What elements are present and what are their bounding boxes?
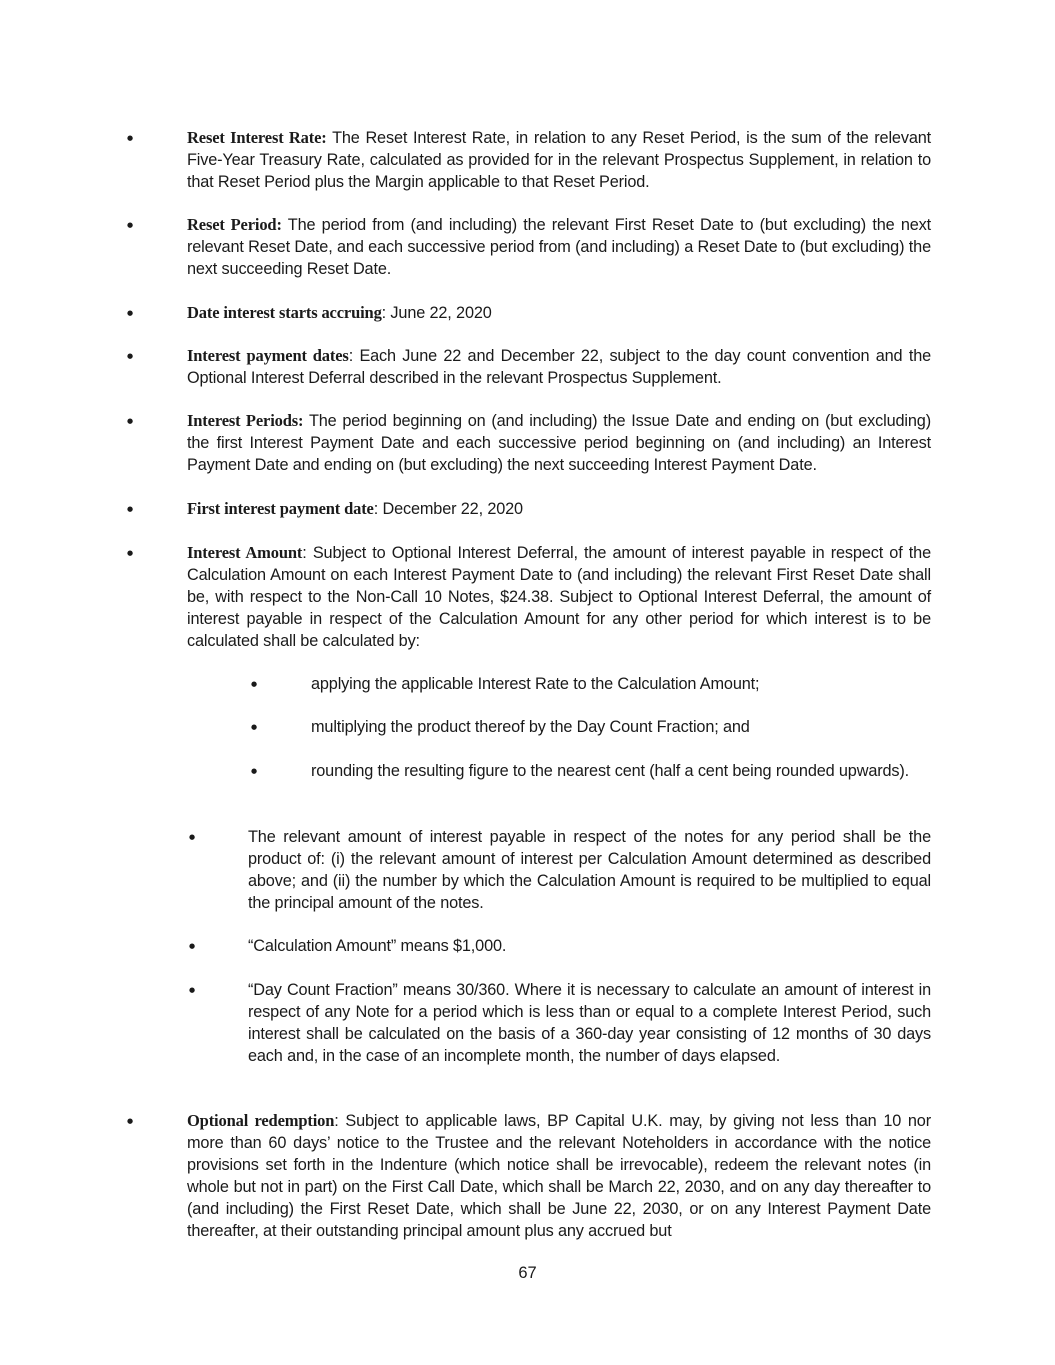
bullet-icon [187, 832, 197, 842]
list-item-text: multiplying the product thereof by the Day Count Fraction; and [311, 718, 750, 736]
list-item-body: : Each June 22 and December 22, subject to the day count convention and the Optional Interest Deferral described in the relevant Prospectus Supplement. [187, 347, 932, 387]
list-item-label: Date interest starts accruing [187, 303, 382, 322]
bullet-icon [125, 351, 135, 361]
list-item-text [187, 410, 931, 476]
list-item-text: “Calculation Amount” means $1,000. [248, 937, 507, 955]
bullet-icon [125, 308, 135, 318]
bullet-icon [125, 133, 135, 143]
list-item-label: Interest Amount [187, 543, 303, 562]
page-number: 67 [518, 1264, 537, 1282]
list-item-text [187, 1110, 931, 1242]
list-item-text: rounding the resulting figure to the nearest cent (half a cent being rounded upwards). [311, 762, 910, 780]
list-item-text: The relevant amount of interest payable in respect of the notes for any period shall be the product of: (i) the relevant amount of interest per Calculation Amount determined as described above; and (ii) the number by which the Calculation Amount is required to be multiplied to equal the principal amount of the notes. [248, 828, 931, 912]
bullet-icon [125, 220, 135, 230]
list-item-body: : June 22, 2020 [381, 304, 492, 322]
bullet-icon [249, 722, 259, 732]
list-item-body: : December 22, 2020 [373, 500, 523, 518]
bullet-icon [125, 416, 135, 426]
list-item-text [187, 498, 931, 520]
bullet-icon [125, 504, 135, 514]
list-item-text: “Day Count Fraction” means 30/360. Where it is necessary to calculate an amount of interest in respect of any Note for a period which is less than or equal to a complete Interest Period, such interest shall be calculated on the basis of a 360-day year consisting of 12 months of 30 days each and, in the case of an incomplete month, the number of days elapsed. [248, 981, 931, 1065]
bullet-icon [249, 679, 259, 689]
list-item-label: Reset Period: [187, 215, 282, 234]
list-item-body: The period beginning on (and including) the Issue Date and ending on (but excluding) the first Interest Payment Date and each successive period beginning on (and including) an Interest Payment Date and ending on (but excluding) the next succeeding Interest Payment Date. [187, 412, 931, 474]
list-item-label: Optional redemption [187, 1111, 335, 1130]
list-item-label: First interest payment date [187, 499, 374, 518]
list-item-text [187, 127, 931, 193]
bullet-icon [125, 548, 135, 558]
list-item-text [187, 542, 931, 652]
bullet-icon [187, 985, 197, 995]
bullet-icon [249, 766, 259, 776]
list-item-label: Interest payment dates [187, 346, 349, 365]
list-item-body: : Subject to applicable laws, BP Capital U.K. may, by giving not less than 10 nor more than 60 days’ notice to the Trustee and the relevant Noteholders in accordance with the notice provisions set forth in the Indenture (which notice shall be irrevocable), redeem the relevant notes (in whole but not in part) on the First Call Date, which shall be March 22, 2030, and on any day thereafter to (and including) the First Reset Date, which shall be June 22, 2030, or on any Interest Payment Date thereafter, at their outstanding principal amount plus any accrued but [187, 1112, 931, 1240]
list-item-label: Reset Interest Rate: [187, 128, 327, 147]
bullet-icon [187, 941, 197, 951]
list-item-text: applying the applicable Interest Rate to the Calculation Amount; [311, 675, 760, 693]
list-item-text [187, 302, 931, 324]
list-item-body: The period from (and including) the relevant First Reset Date to (but excluding) the next relevant Reset Date, and each successive period from (and including) a Reset Date to (but excluding) the next succeeding Reset Date. [187, 216, 931, 278]
list-item-label: Interest Periods: [187, 411, 304, 430]
list-item-text [187, 214, 931, 280]
list-item-body: The Reset Interest Rate, in relation to any Reset Period, is the sum of the relevant Five-Year Treasury Rate, calculated as provided for in the relevant Prospectus Supplement, in relation to that Reset Period plus the Margin applicable to that Reset Period. [187, 129, 932, 191]
list-item-body: : Subject to Optional Interest Deferral, the amount of interest payable in respect of the Calculation Amount on each Interest Payment Date to (and including) the relevant First Reset Date shall be, with respect to the Non-Call 10 Notes, $24.38. Subject to Optional Interest Deferral, the amount of interest payable in respect of the Calculation Amount for any other period for which interest is to be calculated shall be calculated by: [187, 544, 931, 650]
list-item-text [187, 345, 931, 389]
bullet-icon [125, 1116, 135, 1126]
